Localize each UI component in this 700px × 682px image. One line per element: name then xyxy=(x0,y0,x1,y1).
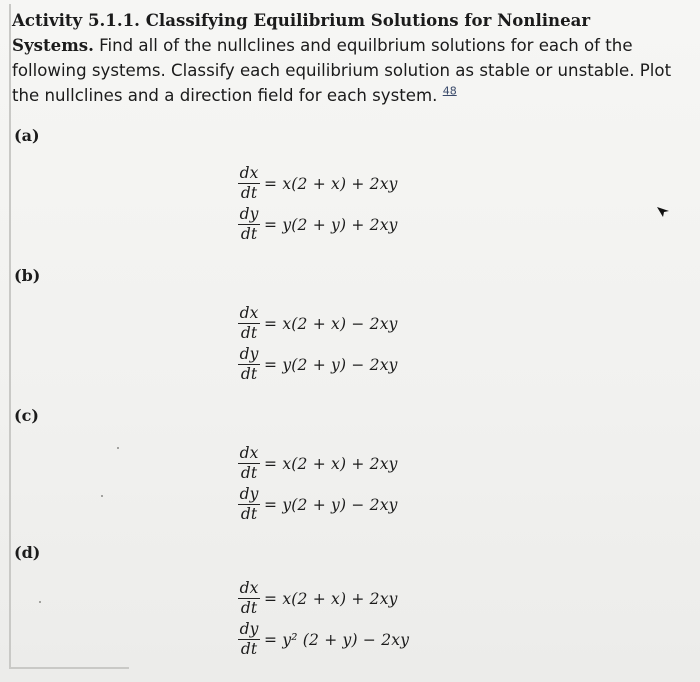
derivative-fraction: $\frac{dy}{dt}$ xyxy=(239,345,259,383)
activity-header xyxy=(12,8,672,108)
part-b-label: (b) xyxy=(14,266,41,285)
part-d-system xyxy=(236,578,409,660)
part-c-system xyxy=(236,443,398,525)
equation-rhs: = x(2 + x) − 2xy xyxy=(264,314,398,333)
bottom-margin-rule xyxy=(9,667,129,669)
part-b-system xyxy=(236,303,398,385)
equation-rhs: = y(2 + y) + 2xy xyxy=(264,215,398,234)
equation-rhs: = x(2 + x) + 2xy xyxy=(264,174,398,193)
mouse-pointer-icon xyxy=(655,203,671,219)
part-a-equation-x xyxy=(236,163,398,204)
part-a-system xyxy=(236,163,398,245)
part-c-equation-x xyxy=(236,443,398,484)
part-d-equation-x xyxy=(236,578,409,619)
derivative-fraction: $\frac{dy}{dt}$ xyxy=(239,205,259,243)
part-a-label: (a) xyxy=(14,126,40,145)
activity-instructions: Find all of the nullclines and equilbrium solutions for each of the following systems. Classify each equilibrium solution as stable or unstable. Plot the nullclines and a direction field for each system. xyxy=(12,36,672,105)
equation-rhs: = y(2 + y) − 2xy xyxy=(264,495,398,514)
part-c-equation-y xyxy=(236,484,398,525)
equation-rhs: = x(2 + x) + 2xy xyxy=(264,454,398,473)
equation-rhs: = y(2 + y) − 2xy xyxy=(264,355,398,374)
part-b-equation-y xyxy=(236,344,398,385)
part-d-label: (d) xyxy=(14,543,41,562)
equation-rhs: = x(2 + x) + 2xy xyxy=(264,589,398,608)
derivative-fraction: $\frac{dx}{dt}$ xyxy=(239,579,259,617)
activity-title: Activity 5.1.1. Classifying Equilibrium Solutions for Nonlinear Systems. xyxy=(12,10,591,55)
equation-rhs: = y² (2 + y) − 2xy xyxy=(264,630,410,649)
derivative-fraction: $\frac{dx}{dt}$ xyxy=(239,164,259,202)
derivative-fraction: $\frac{dy}{dt}$ xyxy=(239,620,259,658)
part-b-equation-x xyxy=(236,303,398,344)
part-a-equation-y xyxy=(236,204,398,245)
derivative-fraction: $\frac{dx}{dt}$ xyxy=(239,444,259,482)
derivative-fraction: $\frac{dy}{dt}$ xyxy=(239,485,259,523)
part-c-label: (c) xyxy=(14,406,39,425)
derivative-fraction: $\frac{dx}{dt}$ xyxy=(239,304,259,342)
part-d-equation-y xyxy=(236,619,409,660)
footnote-link[interactable]: 48 xyxy=(442,84,457,98)
left-margin-rule xyxy=(9,4,11,669)
